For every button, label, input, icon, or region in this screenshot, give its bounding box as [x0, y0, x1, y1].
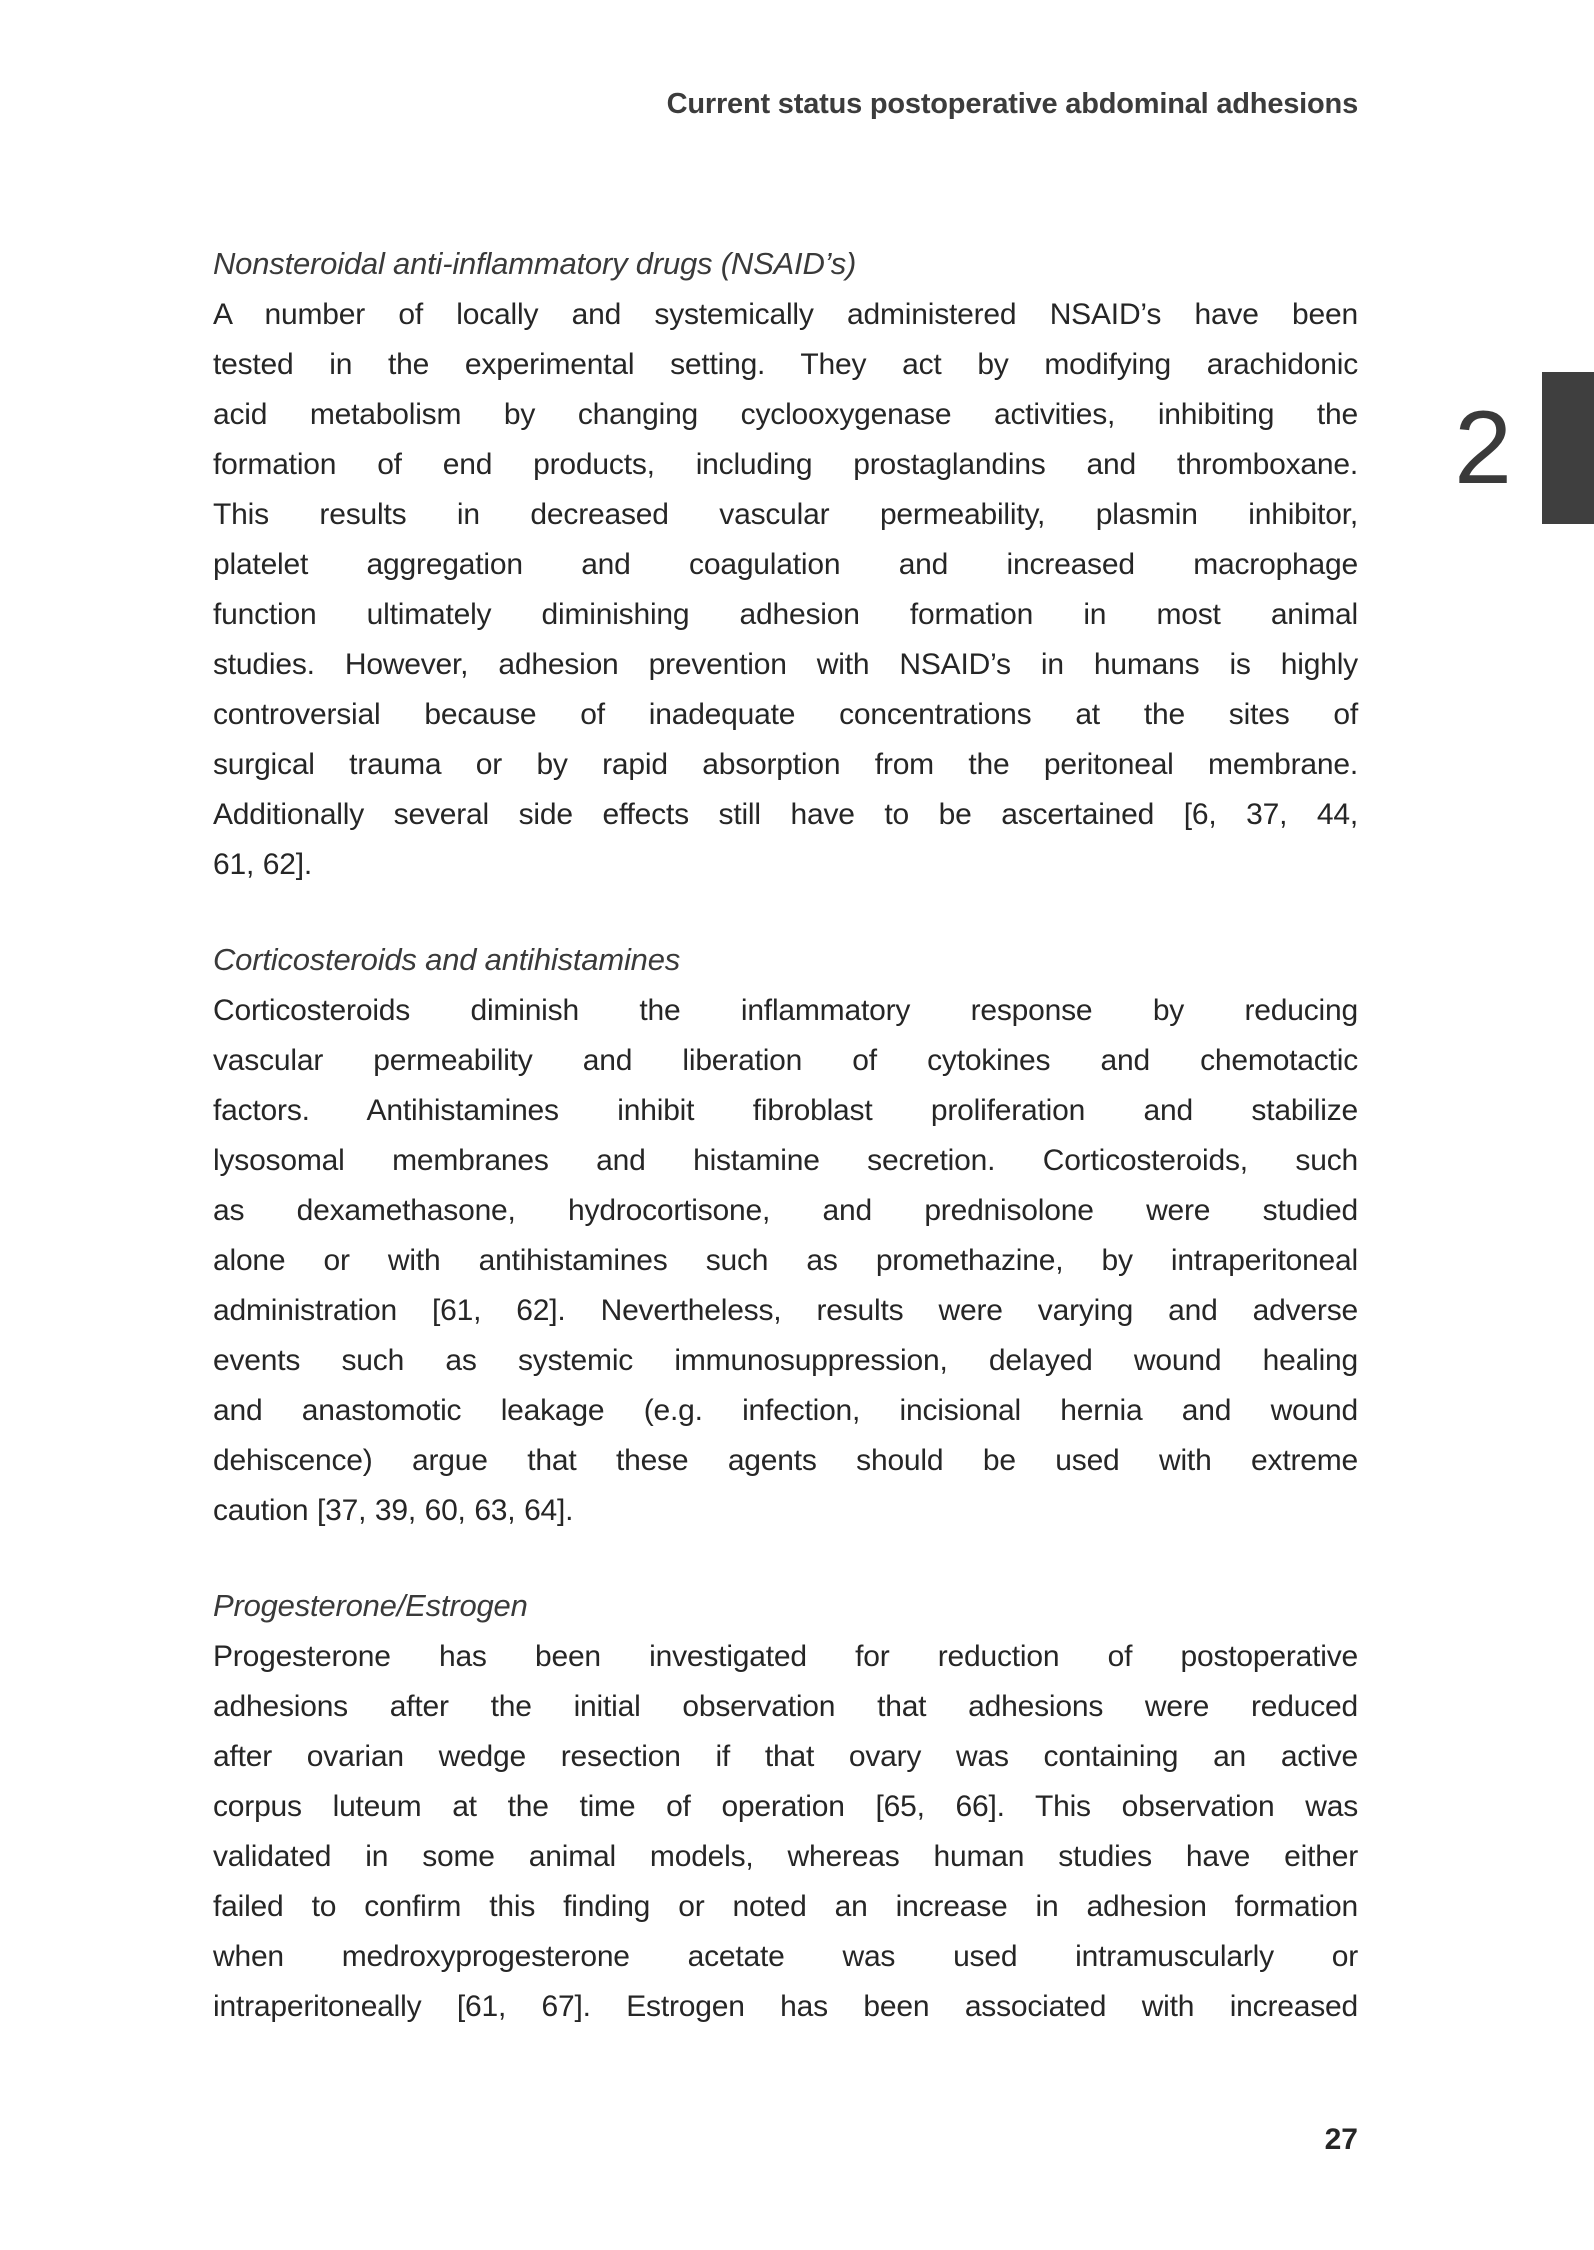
body-line: vascular permeability and liberation of cytokines and chemotactic	[213, 1044, 1358, 1077]
chapter-marker	[1454, 372, 1594, 524]
body-line: events such as systemic immunosuppression, delayed wound healing	[213, 1344, 1358, 1377]
chapter-number: 2	[1454, 390, 1512, 506]
body-line: platelet aggregation and coagulation and increased macrophage	[213, 548, 1358, 581]
body-line: surgical trauma or by rapid absorption from the peritoneal membrane.	[213, 748, 1358, 781]
body-line: factors. Antihistamines inhibit fibroblast proliferation and stabilize	[213, 1094, 1358, 1127]
paragraph-corticosteroids	[213, 986, 1358, 1536]
paragraph-nsaid	[213, 290, 1358, 890]
body-line: controversial because of inadequate concentrations at the sites of	[213, 698, 1358, 731]
body-line: intraperitoneally [61, 67]. Estrogen has been associated with increased	[213, 1990, 1358, 2023]
body-line: adhesions after the initial observation that adhesions were reduced	[213, 1690, 1358, 1723]
body-line: administration [61, 62]. Nevertheless, results were varying and adverse	[213, 1294, 1358, 1327]
page-body	[213, 238, 1358, 2032]
chapter-tab-bar	[1542, 372, 1594, 524]
body-line: as dexamethasone, hydrocortisone, and prednisolone were studied	[213, 1194, 1358, 1227]
body-line: Progesterone has been investigated for reduction of postoperative	[213, 1640, 1358, 1673]
body-line: lysosomal membranes and histamine secretion. Corticosteroids, such	[213, 1144, 1358, 1177]
body-line: tested in the experimental setting. They act by modifying arachidonic	[213, 348, 1358, 381]
body-line: dehiscence) argue that these agents should be used with extreme	[213, 1444, 1358, 1477]
section-heading-progesterone-estrogen: Progesterone/Estrogen	[213, 1588, 528, 1623]
running-header: Current status postoperative abdominal adhesions	[666, 88, 1358, 120]
body-line: Corticosteroids diminish the inflammatory response by reducing	[213, 994, 1358, 1027]
section-nsaid	[213, 238, 1358, 890]
body-line: and anastomotic leakage (e.g. infection, incisional hernia and wound	[213, 1394, 1358, 1427]
body-line: corpus luteum at the time of operation [65, 66]. This observation was	[213, 1790, 1358, 1823]
body-line: after ovarian wedge resection if that ovary was containing an active	[213, 1740, 1358, 1773]
body-line: function ultimately diminishing adhesion formation in most animal	[213, 598, 1358, 631]
section-heading-nsaid: Nonsteroidal anti-inflammatory drugs (NSAID’s)	[213, 246, 857, 281]
body-line: Additionally several side effects still have to be ascertained [6, 37, 44,	[213, 798, 1358, 831]
body-line: A number of locally and systemically administered NSAID’s have been	[213, 298, 1358, 331]
section-progesterone-estrogen	[213, 1580, 1358, 2032]
body-line: failed to confirm this finding or noted an increase in adhesion formation	[213, 1890, 1358, 1923]
section-corticosteroids	[213, 934, 1358, 1536]
body-line: acid metabolism by changing cyclooxygenase activities, inhibiting the	[213, 398, 1358, 431]
body-line: alone or with antihistamines such as promethazine, by intraperitoneal	[213, 1244, 1358, 1277]
body-line: 61, 62].	[213, 848, 312, 881]
body-line: studies. However, adhesion prevention with NSAID’s in humans is highly	[213, 648, 1358, 681]
body-line: caution [37, 39, 60, 63, 64].	[213, 1494, 574, 1527]
paragraph-progesterone-estrogen	[213, 1632, 1358, 2032]
body-line: formation of end products, including prostaglandins and thromboxane.	[213, 448, 1358, 481]
body-line: when medroxyprogesterone acetate was used intramuscularly or	[213, 1940, 1358, 1973]
body-line: This results in decreased vascular permeability, plasmin inhibitor,	[213, 498, 1358, 531]
body-line: validated in some animal models, whereas human studies have either	[213, 1840, 1358, 1873]
section-heading-corticosteroids: Corticosteroids and antihistamines	[213, 942, 681, 977]
page-number: 27	[1324, 2123, 1358, 2156]
